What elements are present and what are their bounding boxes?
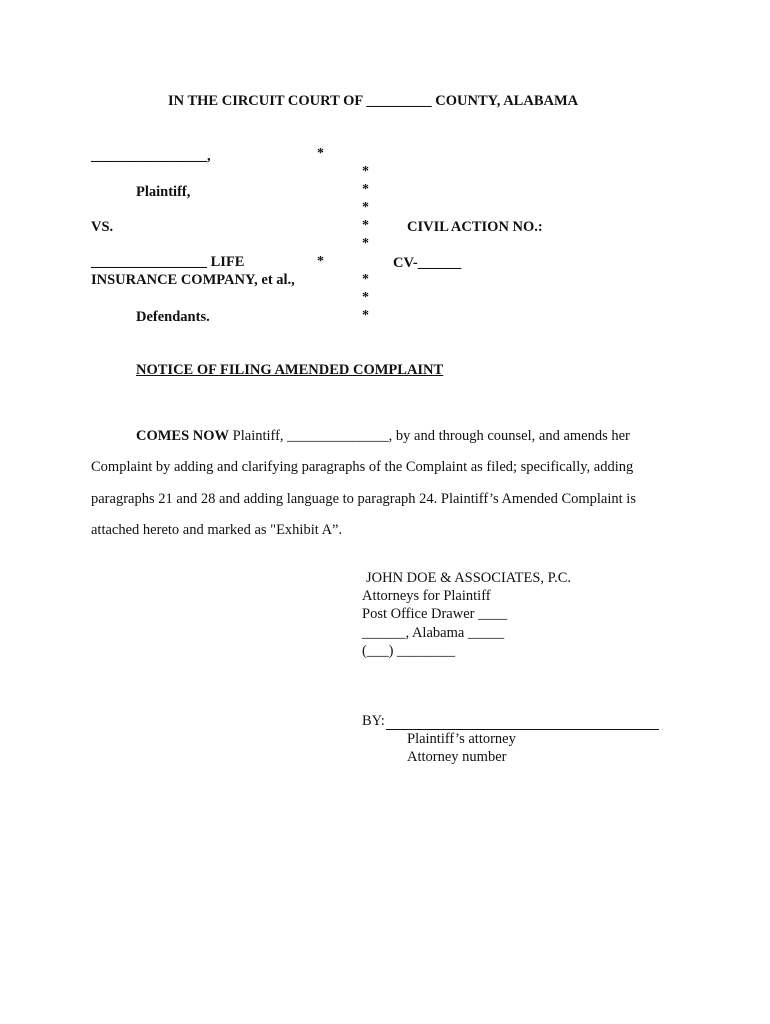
caption-divider-star: * (362, 164, 369, 179)
signature-attorney-number-label: Attorney number (407, 749, 507, 765)
caption-divider-star: * (362, 182, 369, 197)
civil-action-label: CIVIL ACTION NO.: (407, 219, 543, 235)
defendants-label: Defendants. (136, 309, 210, 325)
caption-divider-star: * (362, 200, 369, 215)
caption-divider-star: * (362, 272, 369, 287)
signature-by-label: BY: (362, 713, 385, 729)
firm-phone: (___) ________ (362, 643, 456, 659)
body-line-2: Complaint by adding and clarifying paragraphs of the Complaint as filed; specifically, adding (91, 459, 634, 475)
body-line-3: paragraphs 21 and 28 and adding language to paragraph 24. Plaintiff’s Amended Complaint is (91, 491, 636, 507)
caption-divider-star: * (362, 308, 369, 323)
firm-role: Attorneys for Plaintiff (362, 588, 491, 604)
body-line-1 (136, 428, 630, 445)
court-title-prefix: IN THE CIRCUIT COURT OF (168, 93, 363, 109)
caption-divider-star: * (362, 290, 369, 305)
caption-divider-star: * (317, 146, 324, 161)
defendant-name-line2: INSURANCE COMPANY, et al., (91, 272, 295, 288)
signature-line (386, 729, 659, 730)
body-line-1-text: Plaintiff, ______________, by and through counsel, and amends her (229, 428, 630, 444)
plaintiff-label: Plaintiff, (136, 184, 191, 200)
firm-address: Post Office Drawer ____ (362, 606, 508, 622)
caption-divider-star: * (362, 236, 369, 251)
plaintiff-name-blank: ________________, (91, 148, 211, 164)
defendant-name-line1: ________________ LIFE (91, 254, 245, 270)
notice-title: NOTICE OF FILING AMENDED COMPLAINT (136, 362, 444, 378)
court-title-suffix: COUNTY, ALABAMA (435, 93, 579, 109)
firm-name: JOHN DOE & ASSOCIATES, P.C. (366, 570, 572, 586)
body-line-4: attached hereto and marked as "Exhibit A”. (91, 522, 343, 538)
caption-divider-star: * (362, 218, 369, 233)
signature-attorney-label: Plaintiff’s attorney (407, 731, 516, 747)
caption-divider-star: * (317, 254, 324, 269)
court-title (168, 93, 578, 110)
court-county-blank: _________ (366, 93, 432, 109)
firm-city-state: ______, Alabama _____ (362, 625, 505, 641)
case-number: CV-______ (393, 255, 462, 271)
comes-now-label: COMES NOW (136, 428, 230, 444)
versus-label: VS. (91, 219, 114, 235)
